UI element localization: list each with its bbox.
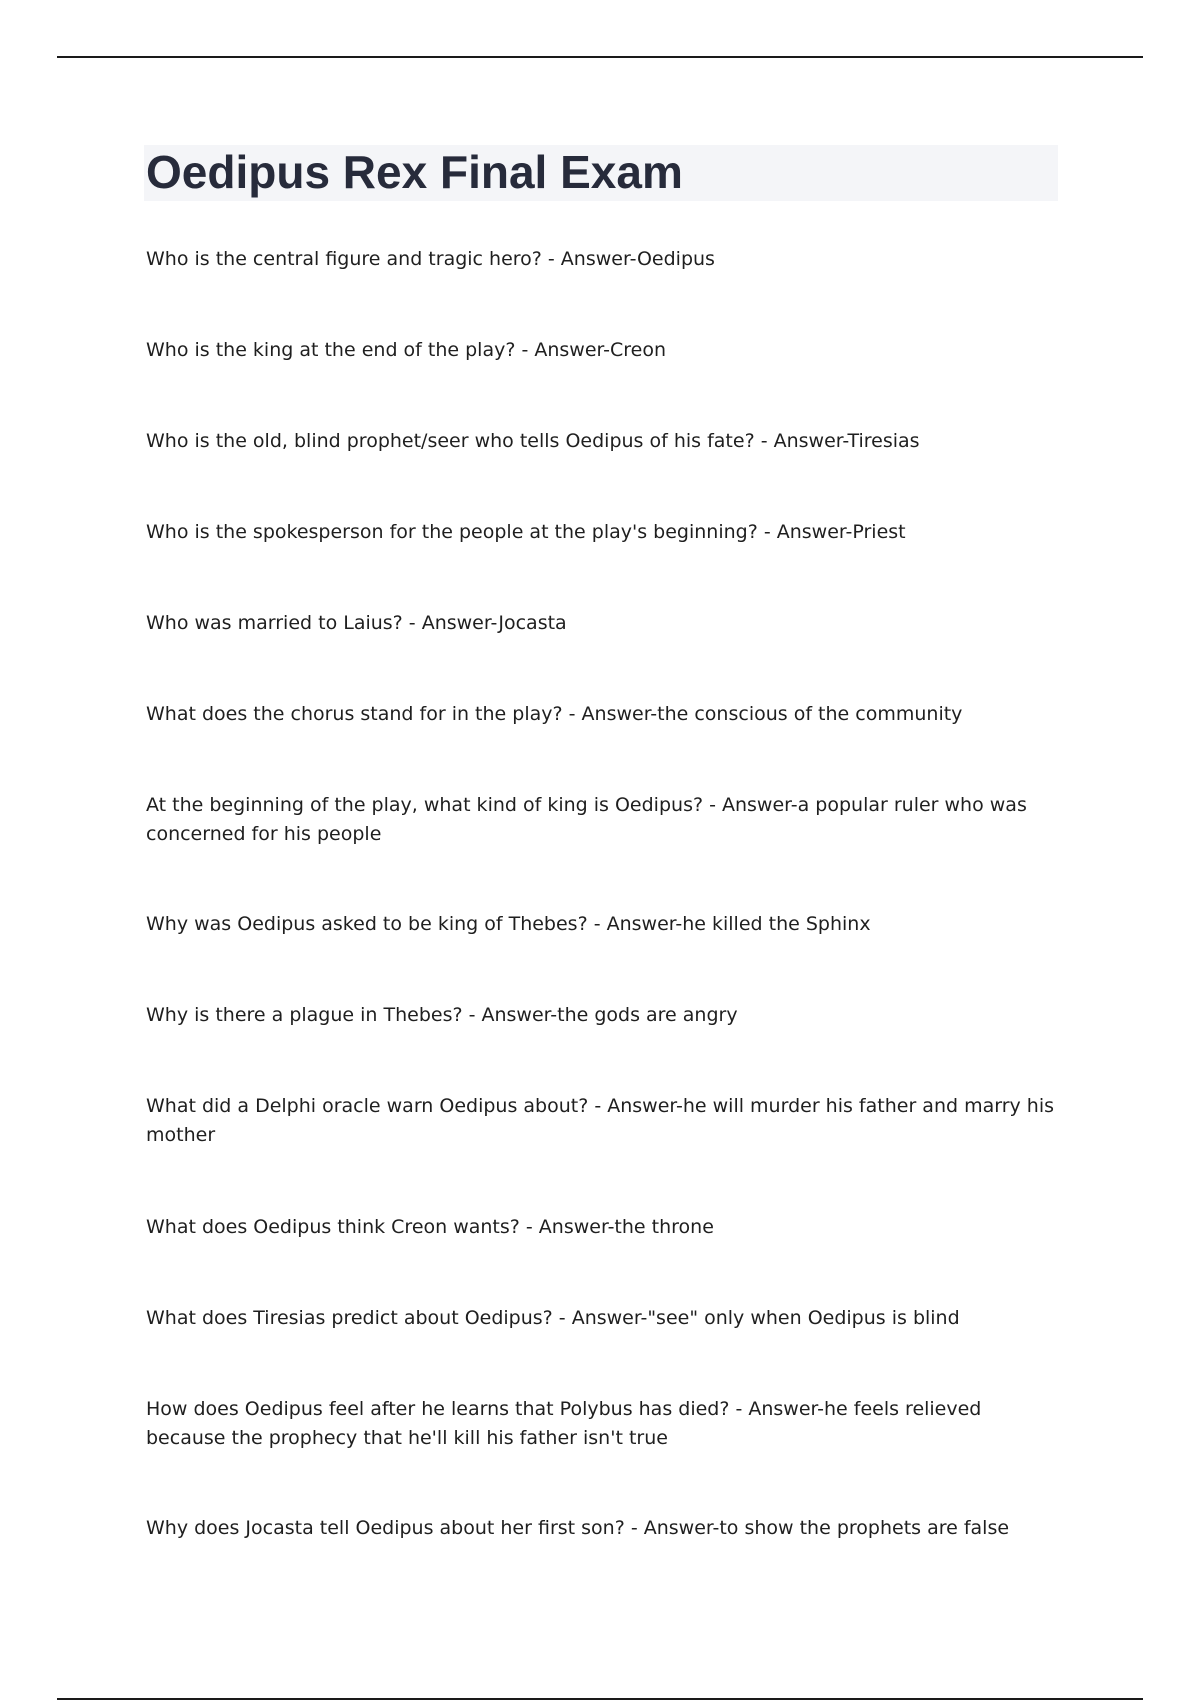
question-item: What does Tiresias predict about Oedipus? - Answer-"see" only when Oedipus is blind	[146, 1307, 960, 1329]
question-item: Why was Oedipus asked to be king of Thebes? - Answer-he killed the Sphinx	[146, 913, 871, 935]
question-item: Why does Jocasta tell Oedipus about her first son? - Answer-to show the prophets are false	[146, 1517, 1010, 1539]
question-item: Who was married to Laius? - Answer-Jocasta	[146, 612, 567, 634]
question-item: Who is the king at the end of the play? - Answer-Creon	[146, 339, 666, 361]
question-item: Who is the old, blind prophet/seer who tells Oedipus of his fate? - Answer-Tiresias	[146, 430, 920, 452]
question-item: How does Oedipus feel after he learns that Polybus has died? - Answer-he feels relieved because the prophecy that he'll kill his father isn't true	[146, 1398, 982, 1449]
question-item: What did a Delphi oracle warn Oedipus about? - Answer-he will murder his father and marry his mother	[146, 1095, 1055, 1146]
question-item: What does the chorus stand for in the play? - Answer-the conscious of the community	[146, 703, 963, 725]
question-item: Why is there a plague in Thebes? - Answer-the gods are angry	[146, 1004, 738, 1026]
question-item: At the beginning of the play, what kind of king is Oedipus? - Answer-a popular ruler who was concerned for his people	[146, 794, 1027, 845]
question-item: Who is the spokesperson for the people at the play's beginning? - Answer-Priest	[146, 521, 906, 543]
question-item: What does Oedipus think Creon wants? - Answer-the throne	[146, 1216, 714, 1238]
page-title: Oedipus Rex Final Exam	[146, 146, 683, 198]
top-rule	[57, 56, 1143, 58]
question-item: Who is the central figure and tragic hero? - Answer-Oedipus	[146, 248, 715, 270]
